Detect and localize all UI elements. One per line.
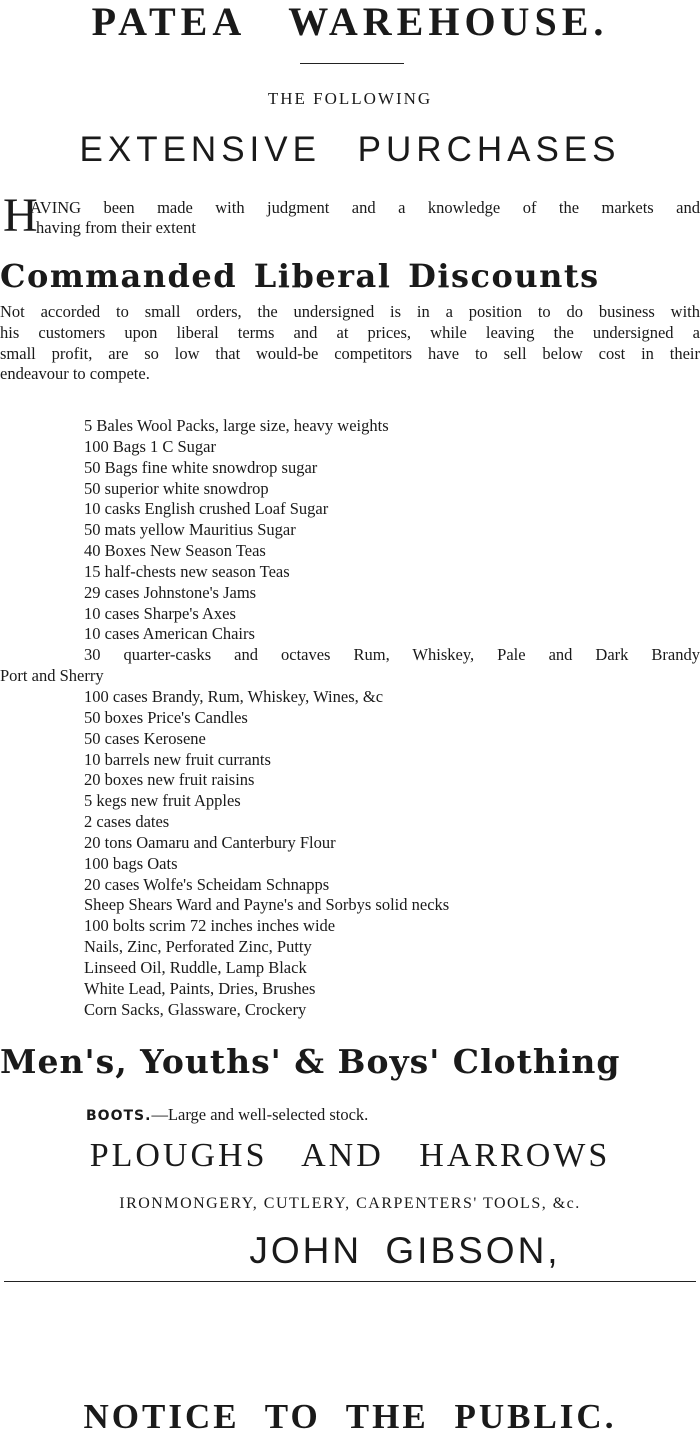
list-item: 5 Bales Wool Packs, large size, heavy weights	[84, 416, 389, 435]
intro-line-2: having from their extent	[36, 218, 196, 237]
list-item: 29 cases Johnstone's Jams	[84, 582, 257, 602]
list-item: Nails, Zinc, Perforated Zinc, Putty	[84, 937, 312, 957]
ploughs-heading: PLOUGHS AND HARROWS	[89, 1137, 611, 1174]
paragraph-line: endeavour to compete.	[0, 364, 150, 384]
advert-title: PATEA WAREHOUSE.	[91, 0, 609, 44]
list-item: 100 Bags 1 C Sugar	[84, 436, 216, 456]
ironmongery-line: IRONMONGERY, CUTLERY, CARPENTERS' TOOLS, &c.	[119, 1195, 581, 1212]
section-divider	[4, 1281, 696, 1282]
list-item: Linseed Oil, Ruddle, Lamp Black	[84, 957, 307, 977]
list-item: 10 barrels new fruit currants	[84, 749, 271, 769]
paragraph-line: his customers upon liberal terms and at prices, while leaving the undersigned a	[0, 322, 700, 342]
goods-list	[0, 416, 700, 1020]
intro-line-1: AVING been made with judgment and a knowledge of the markets and	[30, 198, 700, 217]
list-item: White Lead, Paints, Dries, Brushes	[84, 978, 316, 998]
boots-text: —Large and well-selected stock.	[151, 1105, 369, 1124]
list-item: 100 cases Brandy, Rum, Whiskey, Wines, &c	[84, 686, 384, 706]
list-item: 5 kegs new fruit Apples	[84, 791, 241, 811]
list-item: Sheep Shears Ward and Payne's and Sorbys solid necks	[84, 895, 450, 915]
commanded-heading: Commanded Liberal Discounts	[0, 257, 600, 295]
list-item: 10 cases American Chairs	[84, 624, 255, 644]
list-item: 40 Boxes New Season Teas	[84, 541, 266, 561]
boots-line	[86, 1104, 368, 1127]
list-item: 100 bags Oats	[84, 853, 178, 873]
list-item: 2 cases dates	[84, 812, 170, 832]
list-item: 50 superior white snowdrop	[84, 478, 269, 498]
notice-heading: NOTICE TO THE PUBLIC.	[83, 1397, 617, 1436]
body-paragraph	[0, 302, 700, 385]
headline: EXTENSIVE PURCHASES	[79, 130, 621, 169]
list-item: 100 bolts scrim 72 inches inches wide	[84, 916, 336, 936]
subtitle: THE FOLLOWING	[267, 89, 433, 108]
list-item: 10 cases Sharpe's Axes	[84, 603, 236, 623]
list-item: 10 casks English crushed Loaf Sugar	[84, 499, 329, 519]
list-item: 15 half-chests new season Teas	[84, 561, 290, 581]
list-item: 20 boxes new fruit raisins	[84, 770, 255, 790]
drop-cap: H	[3, 189, 38, 242]
list-item: 20 cases Wolfe's Scheidam Schnapps	[84, 874, 330, 894]
list-item: Corn Sacks, Glassware, Crockery	[84, 999, 307, 1019]
list-item: 20 tons Oamaru and Canterbury Flour	[84, 832, 336, 852]
title-divider	[300, 63, 404, 64]
paragraph-line: small profit, are so low that would-be competitors have to sell below cost in their	[0, 343, 700, 363]
list-item-continuation: Port and Sherry	[0, 666, 104, 686]
paragraph-line: Not accorded to small orders, the undersigned is in a position to do business with	[0, 302, 700, 321]
clothing-heading: Men's, Youths' & Boys' Clothing	[0, 1042, 621, 1081]
list-item: 50 Bags fine white snowdrop sugar	[84, 457, 318, 477]
boots-label: BOOTS.	[86, 1108, 152, 1124]
list-item: 50 boxes Price's Candles	[84, 707, 248, 727]
proprietor-name: JOHN GIBSON,	[249, 1230, 561, 1271]
list-item: 50 mats yellow Mauritius Sugar	[84, 520, 296, 540]
list-item: 50 cases Kerosene	[84, 728, 206, 748]
list-item: 30 quarter-casks and octaves Rum, Whiskey, Pale and Dark Brandy	[84, 645, 700, 665]
